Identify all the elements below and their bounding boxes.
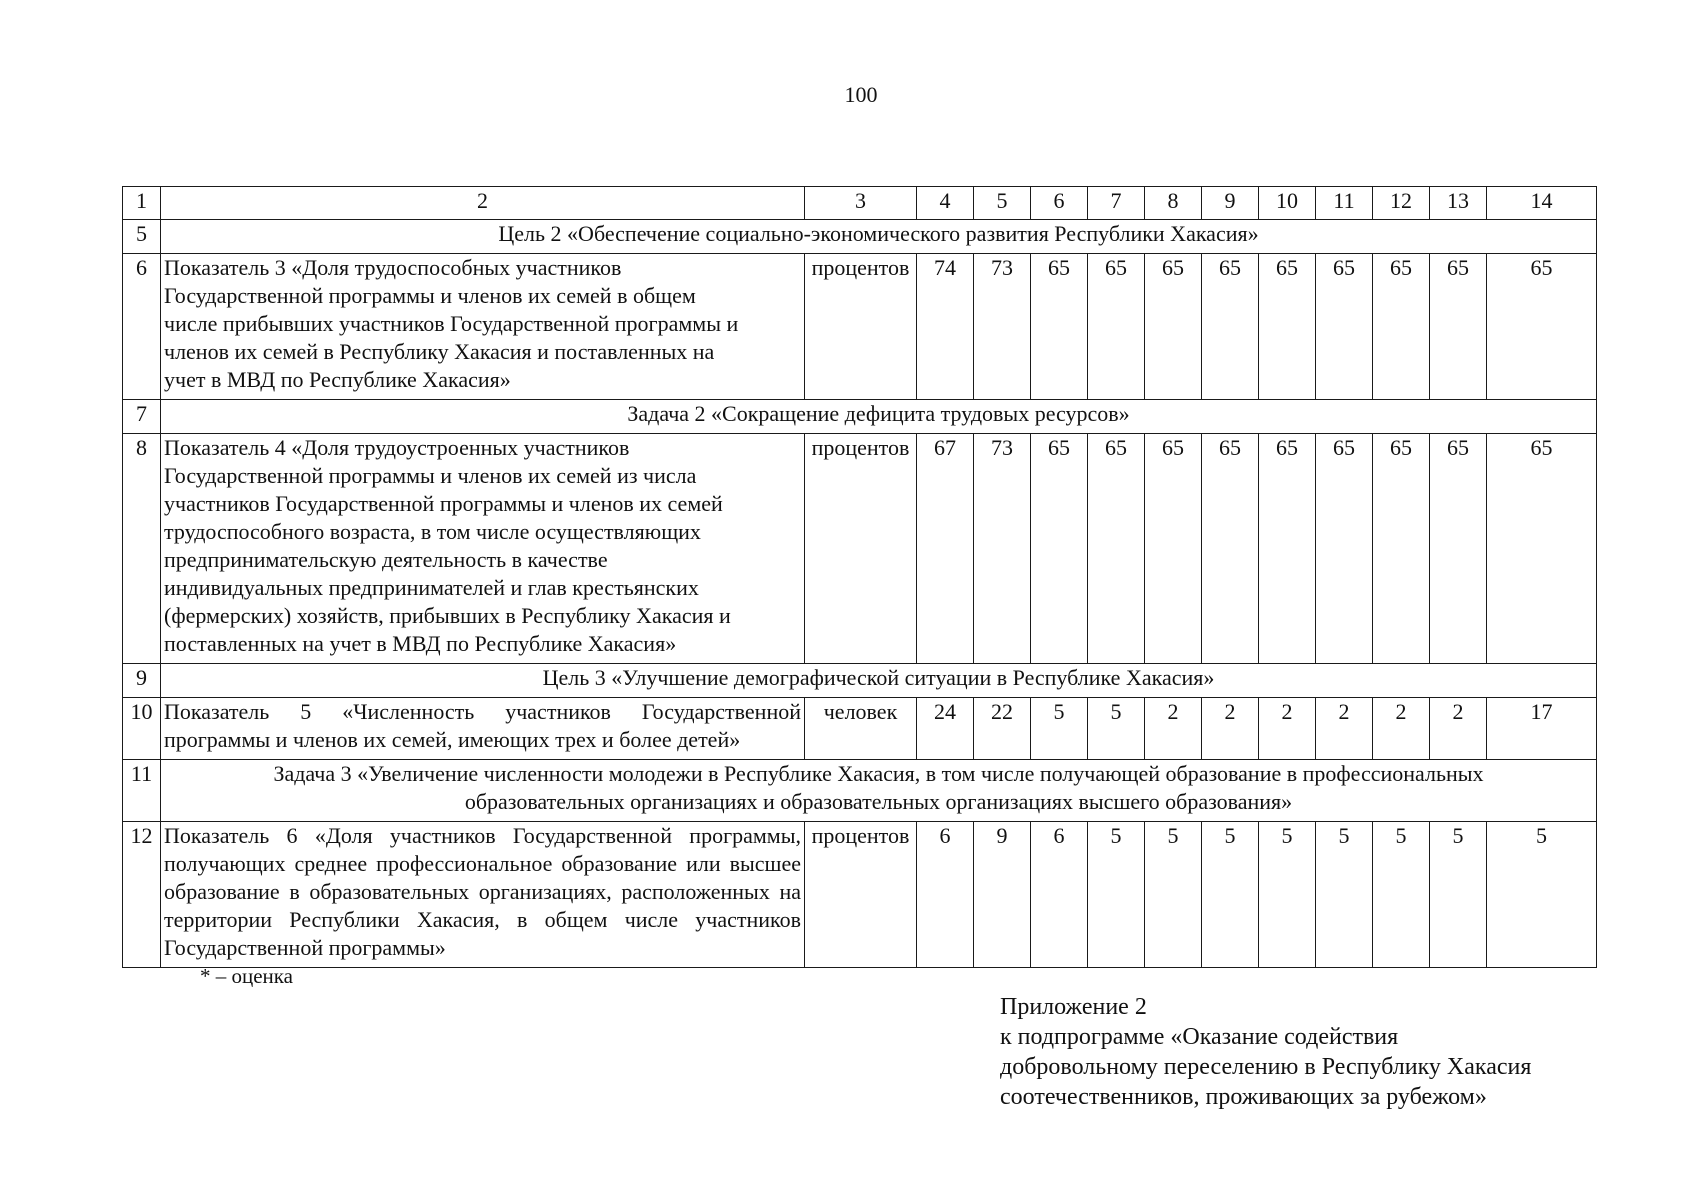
value-cell: 24 [917,698,974,760]
indicator-name-line: предпринимательскую деятельность в качестве [164,547,608,572]
footnote: * – оценка [200,964,294,988]
indicator-name: Показатель 6 «Доля участников Государственной программы, получающих среднее профессиональное образование или высшее образование в образовательных организациях, расположенных на территории Республики Хакасия, в общем числе участников Государственной программы» [161,822,805,968]
indicator-name-line: поставленных на учет в МВД по Республике Хакасия» [164,631,677,656]
value-cell: 5 [1202,822,1259,968]
value-cell: 65 [1259,254,1316,400]
indicator-row-4 [123,434,1597,664]
value-cell: 2 [1316,698,1373,760]
value-cell: 65 [1145,434,1202,664]
indicator-row-6 [123,822,1597,968]
value-cell: 65 [1145,254,1202,400]
header-cell: 13 [1430,187,1487,220]
value-cell: 65 [1088,434,1145,664]
section-title: Цель 2 «Обеспечение социально-экономического развития Республики Хакасия» [161,220,1597,254]
value-cell: 65 [1487,254,1597,400]
indicator-name-line: индивидуальных предпринимателей и глав крестьянских [164,575,699,600]
indicator-name-line: числе прибывших участников Государственной программы и [164,311,739,336]
row-number: 9 [123,664,161,698]
value-cell: 5 [1373,822,1430,968]
value-cell: 74 [917,254,974,400]
indicator-name [161,434,805,664]
row-number: 11 [123,760,161,822]
value-cell: 5 [1259,822,1316,968]
value-cell: 9 [974,822,1031,968]
indicator-name-line: участников Государственной программы и членов их семей [164,491,723,516]
row-number: 6 [123,254,161,400]
indicator-name-line: (фермерских) хозяйств, прибывших в Республику Хакасия и [164,603,731,628]
section-title [161,760,1597,822]
header-cell: 6 [1031,187,1088,220]
value-cell: 73 [974,434,1031,664]
value-cell: 65 [1259,434,1316,664]
indicator-name-line: трудоспособного возраста, в том числе осуществляющих [164,519,701,544]
header-cell: 4 [917,187,974,220]
indicator-name: Показатель 5 «Численность участников Государственной программы и членов их семей, имеющих трех и более детей» [161,698,805,760]
indicator-row-5 [123,698,1597,760]
indicator-name [161,254,805,400]
value-cell: 2 [1373,698,1430,760]
value-cell: 65 [1373,434,1430,664]
unit-cell: процентов [805,434,917,664]
indicator-name-line: учет в МВД по Республике Хакасия» [164,367,511,392]
value-cell: 2 [1259,698,1316,760]
value-cell: 65 [1487,434,1597,664]
unit-cell: процентов [805,822,917,968]
value-cell: 22 [974,698,1031,760]
indicator-name-line: Государственной программы и членов их семей из числа [164,463,697,488]
header-cell: 1 [123,187,161,220]
header-cell: 3 [805,187,917,220]
section-row-task-3 [123,760,1597,822]
value-cell: 5 [1088,698,1145,760]
value-cell: 65 [1031,254,1088,400]
value-cell: 65 [1316,434,1373,664]
indicators-table [122,186,1597,968]
section-title: Цель 3 «Улучшение демографической ситуации в Республике Хакасия» [161,664,1597,698]
value-cell: 5 [1031,698,1088,760]
appendix-block [1000,992,1531,1112]
value-cell: 6 [917,822,974,968]
section-title: Задача 2 «Сокращение дефицита трудовых ресурсов» [161,400,1597,434]
value-cell: 5 [1430,822,1487,968]
header-cell: 9 [1202,187,1259,220]
value-cell: 65 [1373,254,1430,400]
header-cell: 10 [1259,187,1316,220]
value-cell: 2 [1430,698,1487,760]
header-cell: 14 [1487,187,1597,220]
appendix-line: добровольному переселению в Республику Хакасия [1000,1054,1532,1080]
value-cell: 5 [1316,822,1373,968]
unit-cell: процентов [805,254,917,400]
header-cell: 7 [1088,187,1145,220]
page-number: 100 [844,82,878,107]
header-row [123,187,1597,220]
unit-cell: человек [805,698,917,760]
header-cell: 5 [974,187,1031,220]
value-cell: 67 [917,434,974,664]
value-cell: 2 [1202,698,1259,760]
section-title-line: образовательных организациях и образовательных организациях высшего образования» [464,789,1293,814]
value-cell: 2 [1145,698,1202,760]
header-cell: 11 [1316,187,1373,220]
value-cell: 65 [1316,254,1373,400]
appendix-line: к подпрограмме «Оказание содействия [1000,1024,1399,1050]
row-number: 5 [123,220,161,254]
header-cell: 12 [1373,187,1430,220]
value-cell: 65 [1088,254,1145,400]
value-cell: 17 [1487,698,1597,760]
row-number: 12 [123,822,161,968]
section-row-task-2 [123,400,1597,434]
value-cell: 65 [1430,254,1487,400]
row-number: 8 [123,434,161,664]
header-cell: 8 [1145,187,1202,220]
value-cell: 6 [1031,822,1088,968]
indicator-row-3 [123,254,1597,400]
indicator-name-line: членов их семей в Республику Хакасия и поставленных на [164,339,715,364]
header-cell: 2 [161,187,805,220]
row-number: 10 [123,698,161,760]
indicator-name-line: Государственной программы и членов их семей в общем [164,283,696,308]
appendix-title: Приложение 2 [1000,994,1147,1020]
section-row-goal-3 [123,664,1597,698]
section-title-line: Задача 3 «Увеличение численности молодежи в Республике Хакасия, в том числе получающей образование в профессиональных [273,761,1484,786]
row-number: 7 [123,400,161,434]
value-cell: 65 [1202,434,1259,664]
value-cell: 5 [1145,822,1202,968]
value-cell: 5 [1487,822,1597,968]
section-row-goal-2 [123,220,1597,254]
value-cell: 65 [1430,434,1487,664]
value-cell: 5 [1088,822,1145,968]
indicator-name-line: Показатель 3 «Доля трудоспособных участников [164,255,622,280]
value-cell: 65 [1202,254,1259,400]
indicator-name-line: Показатель 4 «Доля трудоустроенных участников [164,435,630,460]
value-cell: 73 [974,254,1031,400]
value-cell: 65 [1031,434,1088,664]
appendix-line: соотечественников, проживающих за рубежом» [1000,1084,1487,1110]
